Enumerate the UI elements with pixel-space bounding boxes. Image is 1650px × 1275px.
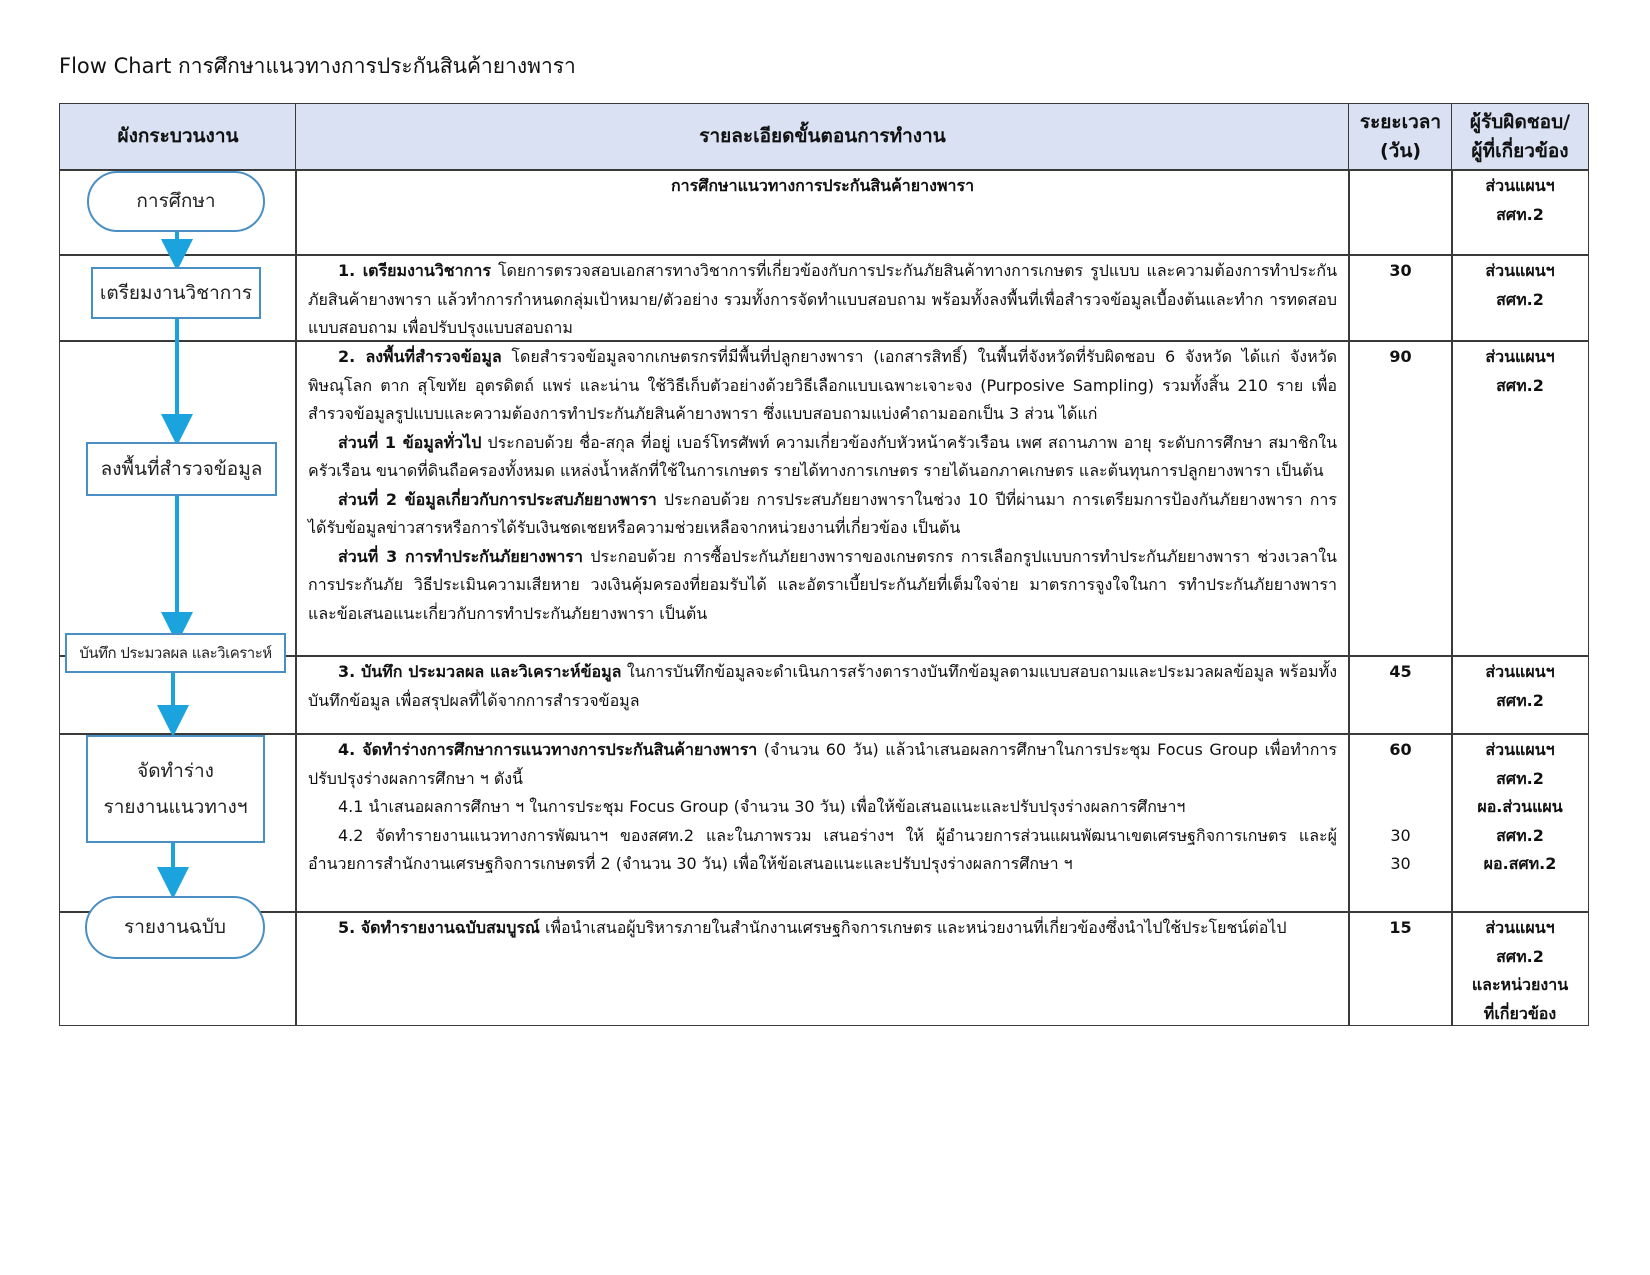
row4-resp-3: ผอ.ส่วนแผน bbox=[1477, 797, 1563, 816]
row2-part1-text: ประกอบด้วย ชื่อ-สกุล ที่อยู่ เบอร์โทรศัพท์ ความเกี่ยวข้องกับหัวหน้าครัวเรือน เพศ สถานภาพ อายุ ระดับการศึกษา สมาชิกในครัวเรือน ขนาดที่ดินถือครองทั้งหมด แหล่งน้ำหลักที่ใช้ในการเกษตร รายได้ทางการเกษตร รายได้นอกภาคเกษตร และต้นทุนการปลูกยางพารา เป็นต้น bbox=[308, 432, 1337, 480]
row2-resp-1: ส่วนแผนฯ bbox=[1485, 347, 1555, 366]
row0-heading: การศึกษาแนวทางการประกันสินค้ายางพารา bbox=[670, 176, 975, 195]
flow-step-process: บันทึก ประมวลผล และวิเคราะห์ bbox=[65, 633, 286, 673]
row5-resp-3: และหน่วยงาน bbox=[1471, 975, 1569, 994]
row4-resp-4: สศท.2 bbox=[1496, 825, 1544, 845]
row4-responsible bbox=[1451, 733, 1589, 913]
row4-text: (จำนวน 60 วัน) แล้วนำเสนอผลการศึกษาในการประชุม Focus Group เพื่อทำการปรับปรุงร่างผลการศึกษา ฯ ดังนี้ bbox=[308, 740, 1337, 788]
row5-text: เพื่อนำเสนอผู้บริหารภายในสำนักงานเศรษฐกิจการเกษตร และหน่วยงานที่เกี่ยวข้องซึ่งนำไปใช้ประโยชน์ต่อไป bbox=[539, 918, 1287, 937]
row4-duration-sub-b: 30 bbox=[1390, 854, 1411, 873]
row5-responsible bbox=[1451, 911, 1589, 1026]
row1-duration bbox=[1348, 254, 1453, 342]
row2-duration bbox=[1348, 340, 1453, 657]
flow-step-draft-line1: จัดทำร่าง bbox=[137, 759, 214, 782]
row0-resp-1: ส่วนแผนฯ bbox=[1485, 176, 1555, 195]
row4-resp-5: ผอ.สศท.2 bbox=[1483, 854, 1557, 873]
row0-responsible bbox=[1451, 169, 1589, 256]
row2-duration-value: 90 bbox=[1389, 347, 1412, 366]
flow-step-start: การศึกษา bbox=[87, 171, 265, 232]
row2-resp-2: สศท.2 bbox=[1496, 375, 1544, 395]
header-responsible-line1: ผู้รับผิดชอบ/ bbox=[1469, 110, 1571, 133]
row2-part2-text: ประกอบด้วย การประสบภัยยางพาราในช่วง 10 ปีที่ผ่านมา การเตรียมการป้องกันภัยยางพารา การได้รับข้อมูลข่าวสารหรือการได้รับเงินชดเชยหรือความช่วยเหลือจากหน่วยงานที่เกี่ยวข้อง เป็นต้น bbox=[308, 489, 1338, 537]
header-duration-line2: (วัน) bbox=[1379, 140, 1422, 162]
row0-resp-2: สศท.2 bbox=[1496, 204, 1544, 224]
row3-resp-2: สศท.2 bbox=[1496, 690, 1544, 710]
flow-step-survey: ลงพื้นที่สำรวจข้อมูล bbox=[86, 442, 277, 496]
row3-duration bbox=[1348, 655, 1453, 735]
row3-lead: 3. บันทึก ประมวลผล และวิเคราะห์ข้อมูล bbox=[338, 662, 622, 681]
header-responsible bbox=[1451, 103, 1589, 171]
row4-sub1: 4.1 นำเสนอผลการศึกษา ฯ ในการประชุม Focus Group (จำนวน 30 วัน) เพื่อให้ข้อเสนอแนะและปรับปรุงร่างผลการศึกษาฯ bbox=[338, 797, 1186, 816]
row2-part3-text: ประกอบด้วย การซื้อประกันภัยยางพาราของเกษตรกร การเลือกรูปแบบการทำประกันภัยยางพารา ช่วงเวลาในการประกันภัย วิธีประเมินความเสียหาย วงเงินคุ้มครองที่ยอมรับได้ และอัตราเบี้ยประกันภัยที่เต็มใจจ่าย มาตรการจูงใจในกา รทำประกันภัยยางพารา และข้อเสนอแนะเกี่ยวกับการทำประกันภัยยางพารา เป็นต้น bbox=[308, 546, 1337, 623]
row5-duration-value: 15 bbox=[1389, 918, 1412, 937]
header-flow: ผังกระบวนงาน bbox=[59, 103, 297, 171]
row3-details bbox=[295, 655, 1350, 735]
row4-duration-value: 60 bbox=[1389, 740, 1412, 759]
row4-resp-2: สศท.2 bbox=[1496, 768, 1544, 788]
row3-text: ในการบันทึกข้อมูลจะดำเนินการสร้างตารางบันทึกข้อมูลตามแบบสอบถามและประมวลผลข้อมูล พร้อมทั้งบันทึกข้อมูล เพื่อสรุปผลที่ได้จากการสำรวจข้อมูล bbox=[308, 662, 1338, 710]
row1-lead: 1. เตรียมงานวิชาการ bbox=[338, 261, 491, 280]
row4-details bbox=[295, 733, 1350, 913]
flow-step-draft-line2: รายงานแนวทางฯ bbox=[103, 796, 248, 818]
row1-resp-2: สศท.2 bbox=[1496, 289, 1544, 309]
flow-step-draft bbox=[86, 735, 265, 843]
row3-resp-1: ส่วนแผนฯ bbox=[1485, 662, 1555, 681]
row5-duration bbox=[1348, 911, 1453, 1026]
row3-responsible bbox=[1451, 655, 1589, 735]
row5-resp-1: ส่วนแผนฯ bbox=[1485, 918, 1555, 937]
row2-flow-cell bbox=[59, 340, 297, 657]
row5-details bbox=[295, 911, 1350, 1026]
page-title: Flow Chart การศึกษาแนวทางการประกันสินค้ายางพารา bbox=[59, 54, 576, 78]
row2-part3-lead: ส่วนที่ 3 การทำประกันภัยยางพารา bbox=[338, 546, 583, 566]
row1-duration-value: 30 bbox=[1389, 261, 1412, 280]
flow-chart-table bbox=[59, 103, 1589, 1026]
row4-duration-sub-a: 30 bbox=[1390, 825, 1411, 845]
flow-step-prepare: เตรียมงานวิชาการ bbox=[91, 267, 261, 319]
row4-lead: 4. จัดทำร่างการศึกษาการแนวทางการประกันสินค้ายางพารา bbox=[338, 740, 758, 759]
row5-resp-2: สศท.2 bbox=[1496, 946, 1544, 966]
row1-responsible bbox=[1451, 254, 1589, 342]
header-duration bbox=[1348, 103, 1453, 171]
row2-part2-lead: ส่วนที่ 2 ข้อมูลเกี่ยวกับการประสบภัยยางพารา bbox=[338, 489, 657, 509]
row4-duration bbox=[1348, 733, 1453, 913]
header-details: รายละเอียดขั้นตอนการทำงาน bbox=[295, 103, 1350, 171]
row1-text: โดยการตรวจสอบเอกสารทางวิชาการที่เกี่ยวข้องกับการประกันภัยสินค้าทางการเกษตร รูปแบบ และความต้องการทำประกันภัยสินค้ายางพารา แล้วทำการกำหนดกลุ่มเป้าหมาย/ตัวอย่าง รวมทั้งการจัดทำแบบสอบถาม พร้อมทั้งลงพื้นที่เพื่อสำรวจข้อมูลเบื้องต้นและทำก ารทดสอบแบบสอบถาม เพื่อปรับปรุงแบบสอบถาม bbox=[308, 261, 1338, 337]
row5-lead: 5. จัดทำรายงานฉบับสมบูรณ์ bbox=[338, 918, 540, 937]
row4-resp-1: ส่วนแผนฯ bbox=[1485, 740, 1555, 759]
header-responsible-line2: ผู้ที่เกี่ยวข้อง bbox=[1471, 140, 1569, 162]
flow-step-report: รายงานฉบับ bbox=[85, 896, 265, 959]
row4-sub2: 4.2 จัดทำรายงานแนวทางการพัฒนาฯ ของสศท.2 และในภาพรวม เสนอร่างฯ ให้ ผู้อำนวยการส่วนแผนพัฒนาเขตเศรษฐกิจการเกษตร และผู้อำนวยการสำนักงานเศรษฐกิจการเกษตรที่ 2 (จำนวน 30 วัน) เพื่อให้ข้อเสนอแนะและปรับปรุงร่างผลการศึกษา ฯ bbox=[308, 825, 1337, 873]
row5-resp-4: ที่เกี่ยวข้อง bbox=[1483, 1003, 1557, 1023]
row2-part1-lead: ส่วนที่ 1 ข้อมูลทั่วไป bbox=[338, 432, 482, 452]
row2-lead: 2. ลงพื้นที่สำรวจข้อมูล bbox=[338, 347, 502, 366]
row2-details bbox=[295, 340, 1350, 657]
row2-responsible bbox=[1451, 340, 1589, 657]
row3-duration-value: 45 bbox=[1389, 662, 1412, 681]
row1-details bbox=[295, 254, 1350, 342]
header-duration-line1: ระยะเวลา bbox=[1359, 110, 1442, 133]
row1-resp-1: ส่วนแผนฯ bbox=[1485, 261, 1555, 280]
row2-text: โดยสำรวจข้อมูลจากเกษตรกรที่มีพื้นที่ปลูกยางพารา (เอกสารสิทธิ์) ในพื้นที่จังหวัดที่รับผิดชอบ 6 จังหวัด ได้แก่ จังหวัดพิษณุโลก ตาก สุโขทัย อุตรดิตถ์ แพร่ และน่าน ใช้วิธีเก็บตัวอย่างด้วยวิธีเลือกแบบเฉพาะเจาะจง (Purposive Sampling) รวมทั้งสิ้น 210 ราย เพื่อสำรวจข้อมูลรูปแบบและความต้องการทำประกันภัยสินค้ายางพารา ซึ่งแบบสอบถามแบ่งคำถามออกเป็น 3 ส่วน ได้แก่ bbox=[308, 347, 1337, 423]
row0-details bbox=[295, 169, 1350, 256]
row0-duration bbox=[1348, 169, 1453, 256]
